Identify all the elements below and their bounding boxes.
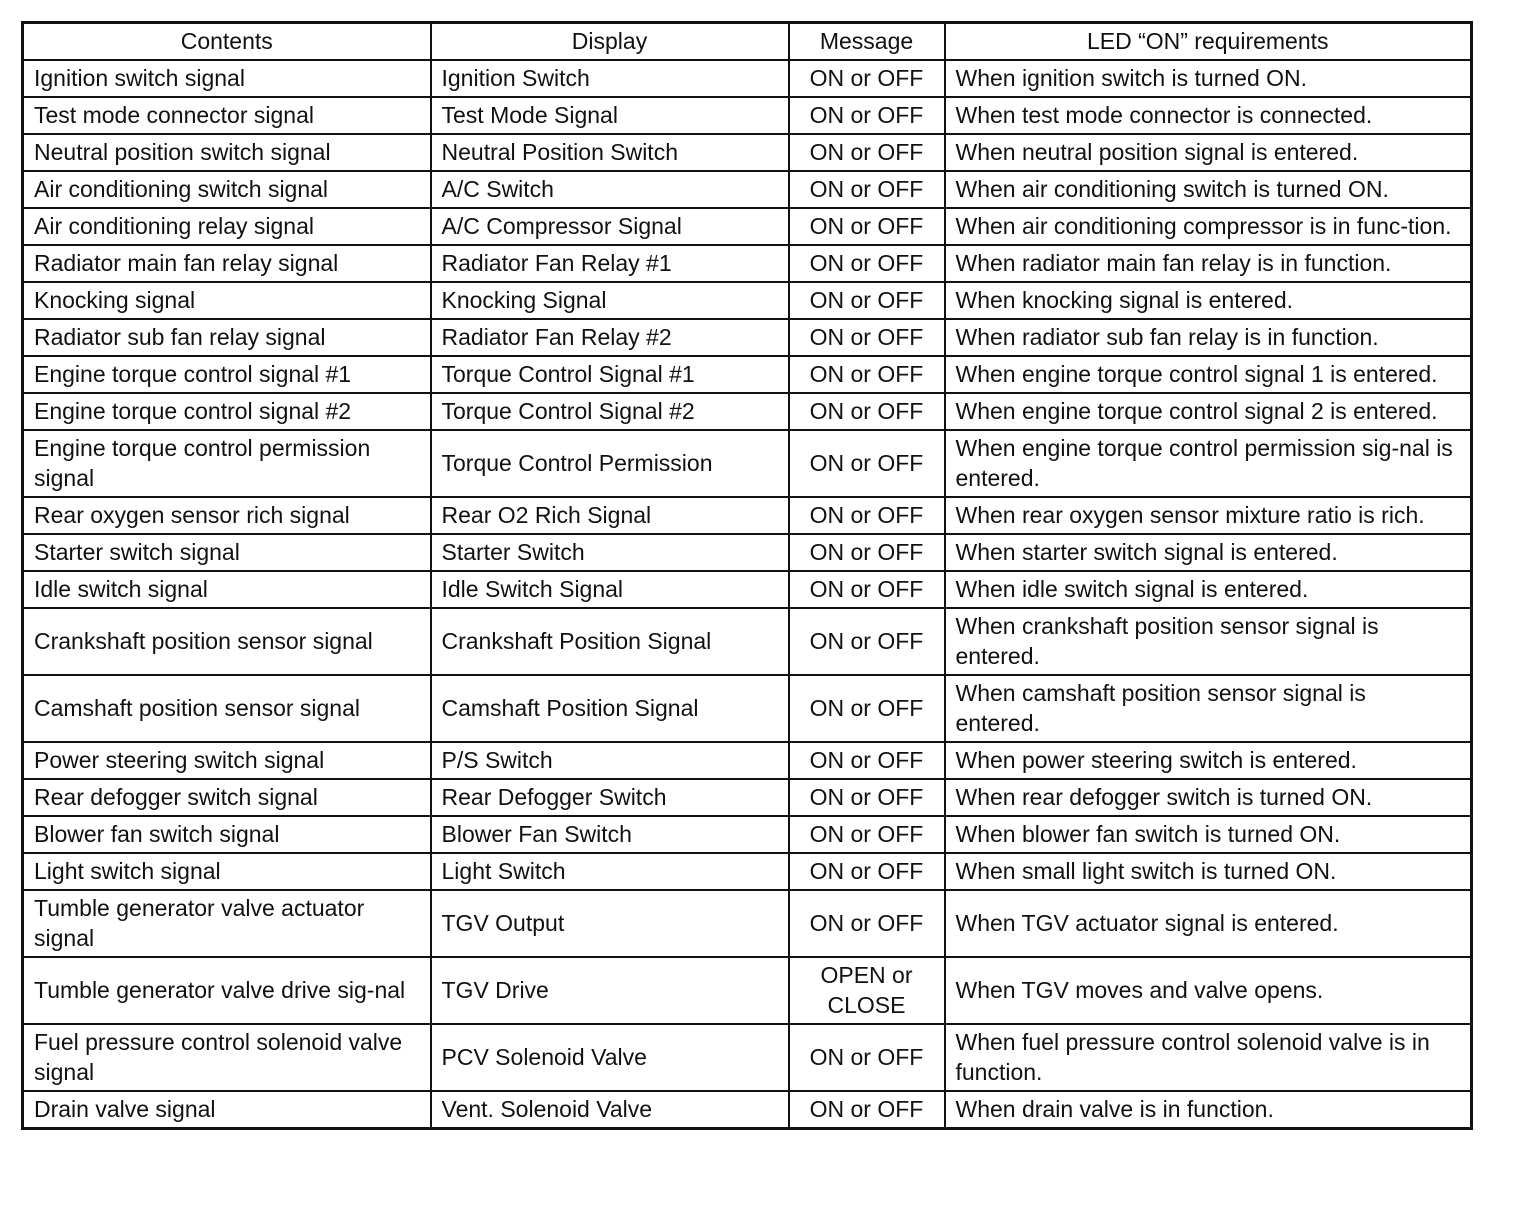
- cell-led-requirement: When rear oxygen sensor mixture ratio is rich.: [945, 497, 1472, 534]
- cell-display: Light Switch: [431, 853, 789, 890]
- cell-contents: Air conditioning relay signal: [23, 208, 431, 245]
- cell-led-requirement: When power steering switch is entered.: [945, 742, 1472, 779]
- cell-led-requirement: When camshaft position sensor signal is entered.: [945, 675, 1472, 742]
- cell-led-requirement: When idle switch signal is entered.: [945, 571, 1472, 608]
- cell-message: ON or OFF: [789, 853, 945, 890]
- cell-led-requirement: When fuel pressure control solenoid valve is in function.: [945, 1024, 1472, 1091]
- table-row: [23, 1091, 1472, 1129]
- cell-contents: Blower fan switch signal: [23, 816, 431, 853]
- cell-contents: Fuel pressure control solenoid valve signal: [23, 1024, 431, 1091]
- cell-contents: Ignition switch signal: [23, 60, 431, 97]
- cell-message: ON or OFF: [789, 742, 945, 779]
- table-row: [23, 208, 1472, 245]
- cell-message: ON or OFF: [789, 430, 945, 497]
- cell-led-requirement: When radiator main fan relay is in function.: [945, 245, 1472, 282]
- cell-led-requirement: When small light switch is turned ON.: [945, 853, 1472, 890]
- cell-message: ON or OFF: [789, 171, 945, 208]
- cell-contents: Light switch signal: [23, 853, 431, 890]
- cell-led-requirement: When blower fan switch is turned ON.: [945, 816, 1472, 853]
- header-message: Message: [789, 23, 945, 61]
- cell-led-requirement: When TGV actuator signal is entered.: [945, 890, 1472, 957]
- cell-message: OPEN or CLOSE: [789, 957, 945, 1024]
- header-row: [23, 23, 1472, 61]
- cell-message: ON or OFF: [789, 1024, 945, 1091]
- cell-display: Torque Control Signal #2: [431, 393, 789, 430]
- cell-message: ON or OFF: [789, 608, 945, 675]
- cell-display: Neutral Position Switch: [431, 134, 789, 171]
- header-display: Display: [431, 23, 789, 61]
- cell-message: ON or OFF: [789, 356, 945, 393]
- cell-led-requirement: When test mode connector is connected.: [945, 97, 1472, 134]
- cell-message: ON or OFF: [789, 208, 945, 245]
- cell-led-requirement: When knocking signal is entered.: [945, 282, 1472, 319]
- cell-contents: Drain valve signal: [23, 1091, 431, 1129]
- cell-contents: Knocking signal: [23, 282, 431, 319]
- cell-contents: Starter switch signal: [23, 534, 431, 571]
- cell-contents: Rear defogger switch signal: [23, 779, 431, 816]
- cell-message: ON or OFF: [789, 816, 945, 853]
- cell-contents: Power steering switch signal: [23, 742, 431, 779]
- cell-display: Blower Fan Switch: [431, 816, 789, 853]
- cell-display: Rear Defogger Switch: [431, 779, 789, 816]
- cell-led-requirement: When ignition switch is turned ON.: [945, 60, 1472, 97]
- cell-display: Radiator Fan Relay #1: [431, 245, 789, 282]
- table-row: [23, 497, 1472, 534]
- cell-display: P/S Switch: [431, 742, 789, 779]
- table-row: [23, 356, 1472, 393]
- cell-contents: Tumble generator valve drive sig-nal: [23, 957, 431, 1024]
- cell-led-requirement: When engine torque control signal 2 is entered.: [945, 393, 1472, 430]
- cell-display: TGV Drive: [431, 957, 789, 1024]
- cell-led-requirement: When drain valve is in function.: [945, 1091, 1472, 1129]
- table-row: [23, 393, 1472, 430]
- cell-led-requirement: When engine torque control permission sig-nal is entered.: [945, 430, 1472, 497]
- cell-contents: Rear oxygen sensor rich signal: [23, 497, 431, 534]
- cell-contents: Air conditioning switch signal: [23, 171, 431, 208]
- table-row: [23, 571, 1472, 608]
- cell-display: PCV Solenoid Valve: [431, 1024, 789, 1091]
- signal-table: [21, 21, 1473, 1130]
- table-row: [23, 171, 1472, 208]
- table-row: [23, 97, 1472, 134]
- cell-message: ON or OFF: [789, 890, 945, 957]
- cell-message: ON or OFF: [789, 393, 945, 430]
- cell-message: ON or OFF: [789, 497, 945, 534]
- cell-message: ON or OFF: [789, 134, 945, 171]
- cell-display: Knocking Signal: [431, 282, 789, 319]
- table-row: [23, 534, 1472, 571]
- table-row: [23, 319, 1472, 356]
- cell-contents: Idle switch signal: [23, 571, 431, 608]
- cell-display: Starter Switch: [431, 534, 789, 571]
- cell-contents: Tumble generator valve actuator signal: [23, 890, 431, 957]
- cell-led-requirement: When crankshaft position sensor signal is entered.: [945, 608, 1472, 675]
- cell-message: ON or OFF: [789, 319, 945, 356]
- cell-contents: Camshaft position sensor signal: [23, 675, 431, 742]
- cell-display: Radiator Fan Relay #2: [431, 319, 789, 356]
- table-body: [23, 60, 1472, 1129]
- cell-message: ON or OFF: [789, 282, 945, 319]
- table-row: [23, 60, 1472, 97]
- cell-message: ON or OFF: [789, 534, 945, 571]
- cell-display: Crankshaft Position Signal: [431, 608, 789, 675]
- cell-message: ON or OFF: [789, 779, 945, 816]
- cell-contents: Engine torque control permission signal: [23, 430, 431, 497]
- cell-display: Camshaft Position Signal: [431, 675, 789, 742]
- table-row: [23, 957, 1472, 1024]
- table-row: [23, 430, 1472, 497]
- table-row: [23, 779, 1472, 816]
- table-row: [23, 816, 1472, 853]
- cell-led-requirement: When engine torque control signal 1 is entered.: [945, 356, 1472, 393]
- cell-display: A/C Switch: [431, 171, 789, 208]
- cell-contents: Neutral position switch signal: [23, 134, 431, 171]
- cell-message: ON or OFF: [789, 1091, 945, 1129]
- cell-display: Torque Control Permission: [431, 430, 789, 497]
- table-row: [23, 1024, 1472, 1091]
- cell-message: ON or OFF: [789, 60, 945, 97]
- cell-display: Vent. Solenoid Valve: [431, 1091, 789, 1129]
- cell-led-requirement: When air conditioning compressor is in func-tion.: [945, 208, 1472, 245]
- cell-message: ON or OFF: [789, 571, 945, 608]
- table-row: [23, 245, 1472, 282]
- cell-display: TGV Output: [431, 890, 789, 957]
- cell-display: Idle Switch Signal: [431, 571, 789, 608]
- table-row: [23, 134, 1472, 171]
- cell-contents: Crankshaft position sensor signal: [23, 608, 431, 675]
- table-row: [23, 608, 1472, 675]
- cell-contents: Radiator sub fan relay signal: [23, 319, 431, 356]
- cell-led-requirement: When rear defogger switch is turned ON.: [945, 779, 1472, 816]
- cell-led-requirement: When radiator sub fan relay is in function.: [945, 319, 1472, 356]
- cell-display: Torque Control Signal #1: [431, 356, 789, 393]
- cell-contents: Test mode connector signal: [23, 97, 431, 134]
- cell-contents: Engine torque control signal #1: [23, 356, 431, 393]
- table-row: [23, 675, 1472, 742]
- cell-led-requirement: When neutral position signal is entered.: [945, 134, 1472, 171]
- cell-message: ON or OFF: [789, 675, 945, 742]
- cell-message: ON or OFF: [789, 245, 945, 282]
- cell-led-requirement: When starter switch signal is entered.: [945, 534, 1472, 571]
- header-contents: Contents: [23, 23, 431, 61]
- cell-contents: Engine torque control signal #2: [23, 393, 431, 430]
- table-row: [23, 282, 1472, 319]
- cell-display: Rear O2 Rich Signal: [431, 497, 789, 534]
- cell-message: ON or OFF: [789, 97, 945, 134]
- table-row: [23, 853, 1472, 890]
- cell-contents: Radiator main fan relay signal: [23, 245, 431, 282]
- cell-display: Test Mode Signal: [431, 97, 789, 134]
- cell-display: A/C Compressor Signal: [431, 208, 789, 245]
- header-led-requirements: LED “ON” requirements: [945, 23, 1472, 61]
- cell-led-requirement: When TGV moves and valve opens.: [945, 957, 1472, 1024]
- cell-led-requirement: When air conditioning switch is turned ON.: [945, 171, 1472, 208]
- cell-display: Ignition Switch: [431, 60, 789, 97]
- table-row: [23, 890, 1472, 957]
- table-row: [23, 742, 1472, 779]
